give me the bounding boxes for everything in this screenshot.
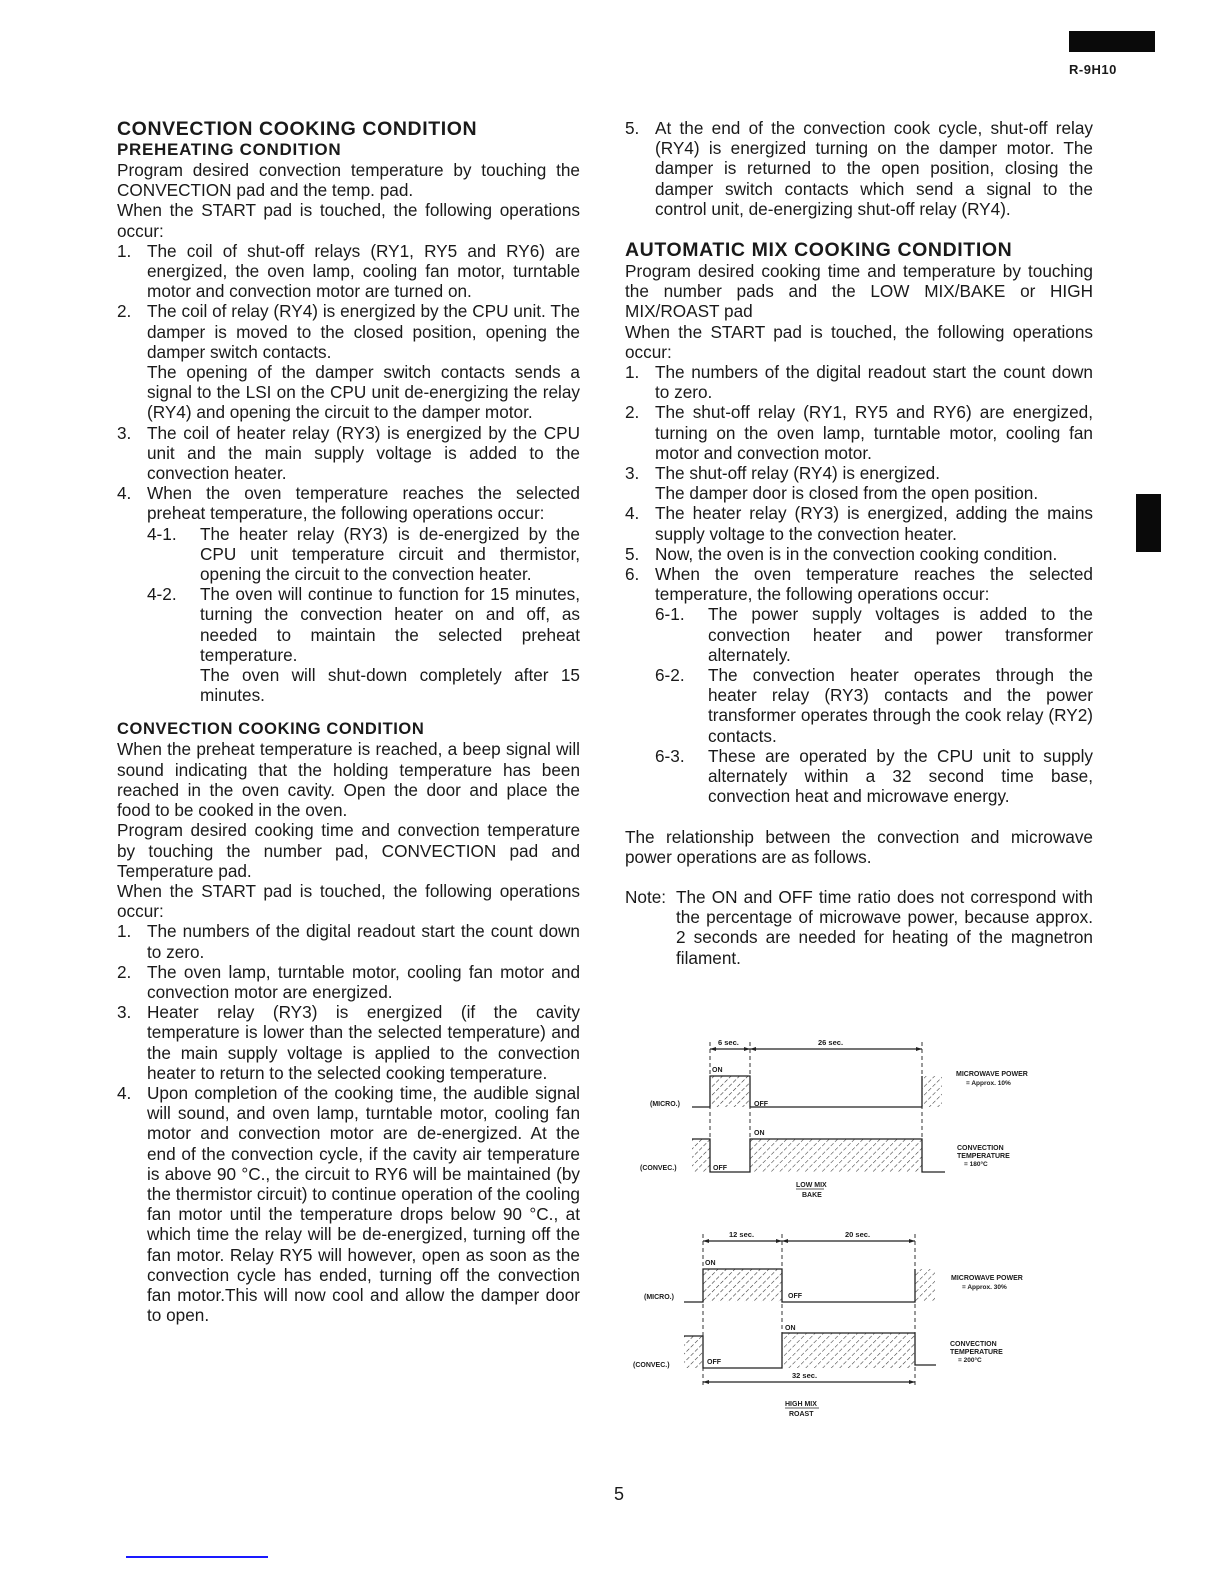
list-item xyxy=(117,301,580,422)
micro-power-value: = Approx. 10% xyxy=(966,1080,1011,1087)
mode-label-top: HIGH MIX xyxy=(785,1401,817,1408)
convec-on-label: ON xyxy=(754,1130,765,1137)
item-text: Upon completion of the cooking time, the audible signal will sound, and oven lamp, turntable motor, cooling fan motor and convection motor are de-energized. At the end of the convection cycle, if the cavity air temperature is above 90 °C., the circuit to RY6 will be maintained (by the thermistor circuit) to continue operation of the cooling fan motor until the temperature drops below 90 °C., at which time the relay will be de-energized, turning off the fan motor. Relay RY5 will however, open as soon as the convection cycle has ended, turning off the convection fan motor.This will now cool and allow the damper door to open. xyxy=(147,1082,580,1326)
note-label: Note: xyxy=(625,886,667,907)
micro-off-label: OFF xyxy=(788,1293,802,1300)
mode-label-top: LOW MIX xyxy=(796,1182,827,1189)
list-item xyxy=(625,402,1093,463)
spacer xyxy=(625,867,1093,887)
on-duration-label: 12 sec. xyxy=(729,1230,755,1239)
preheat-intro: Program desired convection temperature by touching the CONVECTION pad and the temp. pad. xyxy=(117,160,580,201)
header-black-bar xyxy=(1069,31,1155,52)
list-item xyxy=(625,362,1093,402)
spacer xyxy=(625,219,1093,239)
item-number: 2. xyxy=(117,961,132,982)
cooking-start-text: When the START pad is touched, the following operations occur: xyxy=(117,880,580,922)
sub-list-item xyxy=(655,665,1093,746)
micro-on-label: ON xyxy=(705,1260,716,1267)
item-text-continued: The damper door is closed from the open position. xyxy=(655,483,1039,504)
item-text: At the end of the convection cook cycle, shut-off relay (RY4) is energized turning on the damper motor. The damper is returned to the open position, closing the damper switch contacts which send a signal to the control unit, de-energizing shut-off relay (RY4). xyxy=(655,118,1093,219)
sub-item-text: These are operated by the CPU unit to supply alternately within a 32 second time base, convection heat and microwave energy. xyxy=(708,745,1093,807)
sub-item-number: 4-1. xyxy=(147,523,177,544)
footer-link-underline xyxy=(126,1556,268,1558)
convec-row-label: (CONVEC.) xyxy=(640,1165,677,1172)
sub-item-number: 4-2. xyxy=(147,584,177,605)
item-number: 1. xyxy=(117,921,132,942)
sub-list-item xyxy=(147,524,580,585)
list-item xyxy=(117,483,580,523)
item-number: 5. xyxy=(625,118,640,138)
convec-temp-desc2: TEMPERATURE xyxy=(957,1153,1010,1160)
item-text: The heater relay (RY3) is energized, adding the mains supply voltage to the convection heater. xyxy=(655,503,1093,544)
item-text: The numbers of the digital readout start the count down to zero. xyxy=(655,362,1093,403)
convec-temp-value: = 200°C xyxy=(958,1357,982,1364)
item-text: The coil of heater relay (RY3) is energized by the CPU unit and the main supply voltage is added to the convection heater. xyxy=(147,422,580,484)
item-body xyxy=(147,301,580,422)
relationship-text: The relationship between the convection and microwave power operations are as follows. xyxy=(625,826,1093,867)
sub-item-number: 6-3. xyxy=(655,745,685,766)
item-text: When the oven temperature reaches the selected temperature, the following operations occur: xyxy=(655,564,1093,605)
left-column xyxy=(117,118,580,1325)
list-item xyxy=(117,1002,580,1083)
sub-item-text: The convection heater operates through the heater relay (RY3) contacts and the power transformer operates through the cook relay (RY2) contacts. xyxy=(708,665,1093,746)
micro-off-label: OFF xyxy=(754,1101,768,1108)
list-item xyxy=(625,564,1093,604)
item-number: 2. xyxy=(625,402,640,423)
section-tab-marker xyxy=(1136,494,1161,552)
section-title-convection: CONVECTION COOKING CONDITION xyxy=(117,118,478,140)
mode-label-bottom: ROAST xyxy=(789,1411,814,1418)
sub-item-number: 6-2. xyxy=(655,665,685,686)
item-text: The coil of relay (RY4) is energized by the CPU unit. The damper is moved to the closed position, opening the damper switch contacts. xyxy=(147,301,580,362)
sub-item-text: The heater relay (RY3) is de-energized by the CPU unit temperature circuit and thermistor, opening the circuit to the convection heater. xyxy=(200,523,580,585)
micro-power-value: = Approx. 30% xyxy=(962,1284,1007,1291)
page-number: 5 xyxy=(614,1484,625,1504)
item-number: 6. xyxy=(625,564,640,585)
subsection-title-preheating: PREHEATING CONDITION xyxy=(117,140,342,159)
right-column xyxy=(625,118,1093,968)
item-text: The shut-off relay (RY4) is energized. xyxy=(655,463,941,484)
item-number: 4. xyxy=(117,483,132,504)
automix-start-text: When the START pad is touched, the following operations occur: xyxy=(625,321,1093,362)
convec-on-label: ON xyxy=(785,1325,796,1332)
sub-list-item xyxy=(147,584,580,705)
sub-item-body xyxy=(200,584,580,705)
on-duration-label: 6 sec. xyxy=(718,1038,739,1047)
cooking-program-text: Program desired cooking time and convection temperature by touching the number pad, CONVECTION pad and Temperature pad. xyxy=(117,820,580,881)
convec-temp-desc: CONVECTION xyxy=(957,1145,1004,1152)
item-number: 3. xyxy=(117,1002,132,1023)
item-text: The coil of shut-off relays (RY1, RY5 and RY6) are energized, the oven lamp, cooling fan motor, turntable motor and convection motor are turned on. xyxy=(147,240,580,302)
cooking-intro: When the preheat temperature is reached, a beep signal will sound indicating that the holding temperature has been reached in the oven cavity. Open the door and place the food to be cooked in the oven. xyxy=(117,739,580,821)
list-item xyxy=(625,503,1093,543)
spacer xyxy=(625,807,1093,827)
list-item xyxy=(625,544,1093,564)
timing-diagram-low-mix xyxy=(600,1020,1060,1200)
automix-intro: Program desired cooking time and temperature by touching the number pads and the LOW MIX/BAKE or HIGH MIX/ROAST pad xyxy=(625,261,1093,322)
item-text: The oven lamp, turntable motor, cooling fan motor and convection motor are energized. xyxy=(147,961,580,1002)
list-item xyxy=(625,118,1093,219)
micro-row-label: (MICRO.) xyxy=(644,1294,674,1301)
model-number: R-9H10 xyxy=(1069,62,1117,77)
sub-item-text: The oven will continue to function for 15 minutes, turning the convection heater on and off, as needed to maintain the selected preheat temperature. xyxy=(200,584,580,665)
item-body xyxy=(655,463,1093,503)
item-number: 4. xyxy=(117,1082,132,1103)
mode-label-bottom: BAKE xyxy=(802,1192,822,1199)
spacer xyxy=(117,705,580,719)
item-text-continued: The opening of the damper switch contacts sends a signal to the LSI on the CPU unit de-energizing the relay (RY4) and opening the circuit to the damper motor. xyxy=(147,362,580,423)
convec-off-label: OFF xyxy=(707,1359,721,1366)
item-number: 3. xyxy=(117,422,132,443)
list-item xyxy=(117,241,580,302)
section-title-automatic-mix: AUTOMATIC MIX COOKING CONDITION xyxy=(625,239,1013,262)
sub-item-text: The power supply voltages is added to the convection heater and power transformer alternately. xyxy=(708,604,1093,665)
sub-item-number: 6-1. xyxy=(655,604,685,625)
timing-diagram-high-mix xyxy=(600,1200,1060,1420)
micro-on-label: ON xyxy=(712,1067,723,1074)
item-number: 4. xyxy=(625,503,640,524)
off-duration-label: 20 sec. xyxy=(845,1230,871,1239)
convec-row-label: (CONVEC.) xyxy=(633,1362,670,1369)
list-item xyxy=(117,962,580,1002)
total-duration-label: 32 sec. xyxy=(792,1371,818,1380)
sub-list-item xyxy=(655,746,1093,807)
off-duration-label: 26 sec. xyxy=(818,1038,844,1047)
micro-row-label: (MICRO.) xyxy=(650,1101,680,1108)
item-text: Heater relay (RY3) is energized (if the cavity temperature is lower than the selected temperature) and the main supply voltage is applied to the convection heater to return to the selected cooking temperature. xyxy=(147,1002,580,1083)
item-text: The shut-off relay (RY1, RY5 and RY6) are energized, turning on the oven lamp, turntable motor, cooling fan motor and convection motor. xyxy=(655,402,1093,463)
item-number: 5. xyxy=(625,543,640,564)
convec-temp-desc: CONVECTION xyxy=(950,1341,997,1348)
list-item xyxy=(117,1083,580,1325)
subsection-title-convection-cooking: CONVECTION COOKING CONDITION xyxy=(117,720,425,739)
item-number: 1. xyxy=(117,240,132,261)
list-item xyxy=(117,423,580,484)
item-number: 2. xyxy=(117,301,132,322)
item-text: Now, the oven is in the convection cooking condition. xyxy=(655,543,1058,564)
item-number: 3. xyxy=(625,463,640,484)
note xyxy=(625,887,1093,968)
convec-temp-value: = 180°C xyxy=(964,1161,988,1168)
convec-temp-desc2: TEMPERATURE xyxy=(950,1349,1003,1356)
convec-off-label: OFF xyxy=(713,1165,727,1172)
sub-list-item xyxy=(655,604,1093,665)
list-item xyxy=(625,463,1093,503)
micro-power-desc: MICROWAVE POWER xyxy=(951,1275,1023,1282)
list-item xyxy=(117,921,580,961)
item-text: When the oven temperature reaches the selected preheat temperature, the following operations occur: xyxy=(147,483,580,524)
sub-item-text-continued: The oven will shut-down completely after 15 minutes. xyxy=(200,665,580,706)
item-number: 1. xyxy=(625,362,640,383)
micro-power-desc: MICROWAVE POWER xyxy=(956,1071,1028,1078)
preheat-start-text: When the START pad is touched, the following operations occur: xyxy=(117,200,580,241)
item-text: The numbers of the digital readout start the count down to zero. xyxy=(147,921,580,962)
note-text: The ON and OFF time ratio does not correspond with the percentage of microwave power, because approx. 2 seconds are needed for heating of the magnetron filament. xyxy=(676,886,1093,968)
